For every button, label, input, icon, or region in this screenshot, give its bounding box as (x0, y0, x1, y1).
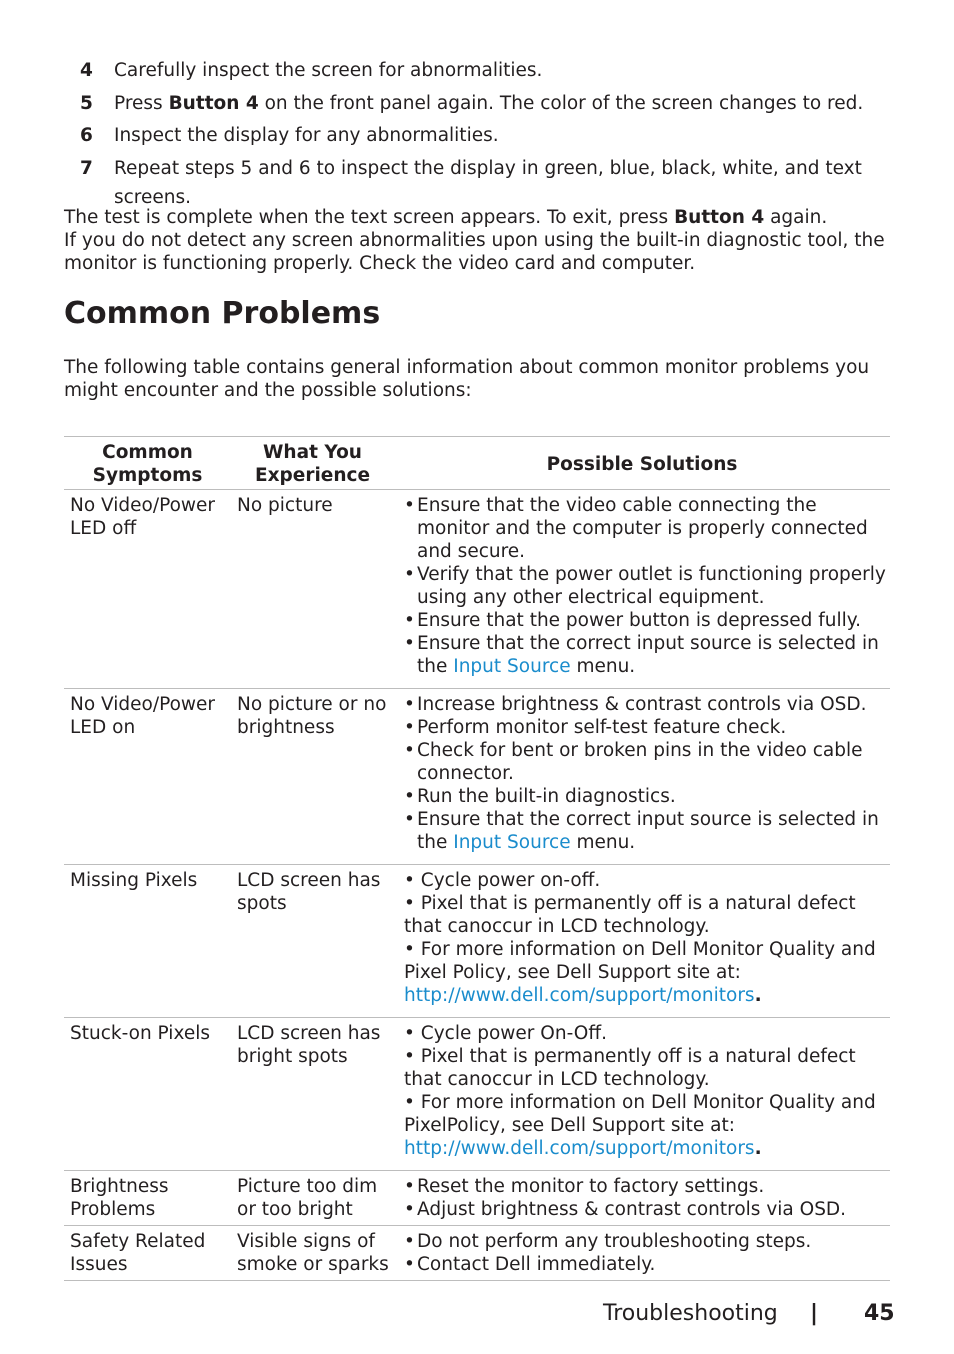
solution-text-post: menu. (570, 832, 636, 853)
footer-separator: | (810, 1301, 819, 1326)
experience-cell: Visible signs of smoke or sparks (231, 1226, 394, 1281)
step-7 (80, 157, 900, 212)
solution-item: • Adjust brightness & contrast controls via OSD. (404, 1198, 886, 1221)
solution-item: • Reset the monitor to factory settings. (404, 1175, 886, 1198)
test-complete-post: again. (764, 207, 828, 228)
test-complete-pre: The test is complete when the text screen appears. To exit, press (64, 207, 675, 228)
solution-text-pre: Ensure that the correct input source is selected in the (417, 633, 879, 677)
symptom-cell: Stuck-on Pixels (64, 1018, 231, 1171)
table-row (64, 1171, 890, 1226)
experience-cell: LCD screen has spots (231, 865, 394, 1018)
symptom-cell: Safety Related Issues (64, 1226, 231, 1281)
experience-cell: LCD screen has bright spots (231, 1018, 394, 1171)
button-4-label: Button 4 (168, 92, 259, 114)
solutions-list (404, 494, 886, 678)
solution-item: • Contact Dell immediately. (404, 1253, 886, 1276)
solution-text-post: menu. (570, 656, 636, 677)
solutions-list (404, 693, 886, 854)
input-source-link[interactable]: Input Source (453, 832, 571, 853)
step-number: 4 (80, 60, 93, 81)
symptom-cell: Brightness Problems (64, 1171, 231, 1226)
solution-text-post: . (754, 985, 762, 1006)
header-common-symptoms: Common Symptoms (64, 437, 231, 490)
page-number: 45 (864, 1301, 895, 1326)
solution-item: • Check for bent or broken pins in the video cable connector. (404, 739, 886, 785)
step-text (114, 89, 900, 118)
solution-text-post: . (754, 1138, 762, 1159)
step-text: Repeat steps 5 and 6 to inspect the display in green, blue, black, white, and text screens. (114, 157, 862, 208)
experience-cell: Picture too dim or too bright (231, 1171, 394, 1226)
solution-paragraph (404, 938, 886, 1007)
table-header-row (64, 437, 890, 490)
footer-section-name: Troubleshooting (603, 1301, 778, 1326)
table-row (64, 689, 890, 865)
solution-item: • Run the built-in diagnostics. (404, 785, 886, 808)
step-number: 6 (80, 125, 93, 146)
input-source-link[interactable]: Input Source (453, 656, 571, 677)
solutions-cell (394, 490, 890, 689)
step-6 (80, 124, 900, 150)
solution-item: • Increase brightness & contrast controls via OSD. (404, 693, 886, 716)
solution-paragraph: • Pixel that is permanently off is a natural defect that canoccur in LCD technology. (404, 1046, 856, 1090)
solutions-cell (394, 689, 890, 865)
solution-item: • Ensure that the video cable connecting the monitor and the computer is properly connected and secure. (404, 494, 886, 563)
solution-text-pre: • For more information on Dell Monitor Quality and PixelPolicy, see Dell Support site at: (404, 1092, 876, 1136)
solution-paragraph: • Pixel that is permanently off is a natural defect that canoccur in LCD technology. (404, 893, 856, 937)
solution-text-pre: • For more information on Dell Monitor Quality and Pixel Policy, see Dell Support site at: (404, 939, 876, 983)
solution-item (404, 632, 886, 678)
table-row (64, 1018, 890, 1171)
step-text: Inspect the display for any abnormalities. (114, 125, 499, 146)
test-complete-paragraph (64, 206, 894, 229)
solution-item: • Do not perform any troubleshooting steps. (404, 1230, 886, 1253)
solutions-cell (394, 1018, 890, 1171)
symptom-cell: Missing Pixels (64, 865, 231, 1018)
solution-paragraph: • Cycle power On-Off. (404, 1023, 607, 1044)
solutions-list (404, 1175, 886, 1221)
solution-item: • Verify that the power outlet is functioning properly using any other electrical equipment. (404, 563, 886, 609)
solution-text-pre: Ensure that the correct input source is selected in the (417, 809, 879, 853)
step-4 (80, 59, 900, 85)
table-row (64, 1226, 890, 1281)
header-possible-solutions: Possible Solutions (394, 437, 890, 490)
intro-paragraph: The following table contains general information about common monitor problems you might encounter and the possible solutions: (64, 357, 870, 401)
solutions-cell (394, 865, 890, 1018)
step-text-pre: Press (114, 92, 169, 114)
step-text-post: on the front panel again. The color of the screen changes to red. (258, 92, 864, 114)
dell-support-link[interactable]: http://www.dell.com/support/monitors (404, 985, 755, 1006)
step-number: 5 (80, 92, 93, 114)
dell-support-link[interactable]: http://www.dell.com/support/monitors (404, 1138, 755, 1159)
symptom-cell: No Video/Power LED on (64, 689, 231, 865)
solutions-cell (394, 1171, 890, 1226)
symptom-cell: No Video/Power LED off (64, 490, 231, 689)
table-row (64, 490, 890, 689)
solution-item: • Perform monitor self-test feature check. (404, 716, 886, 739)
step-5 (80, 92, 900, 118)
solution-paragraph: • Cycle power on-off. (404, 870, 601, 891)
button-4-label: Button 4 (674, 207, 765, 228)
solutions-list (404, 1230, 886, 1276)
experience-cell: No picture (231, 490, 394, 689)
solution-item: • Ensure that the power button is depressed fully. (404, 609, 886, 632)
experience-cell: No picture or no brightness (231, 689, 394, 865)
section-title: Common Problems (64, 296, 381, 331)
solutions-cell (394, 1226, 890, 1281)
table-row (64, 865, 890, 1018)
header-what-you-experience: What You Experience (231, 437, 394, 490)
common-problems-table (64, 436, 890, 1281)
step-number: 7 (80, 157, 93, 179)
numbered-steps (80, 59, 900, 218)
solution-paragraph (404, 1091, 886, 1160)
step-text: Carefully inspect the screen for abnormalities. (114, 60, 543, 81)
solution-item (404, 808, 886, 854)
no-abnormalities-paragraph: If you do not detect any screen abnormalities upon using the built-in diagnostic tool, the monitor is functioning properly. Check the video card and computer. (64, 230, 885, 274)
